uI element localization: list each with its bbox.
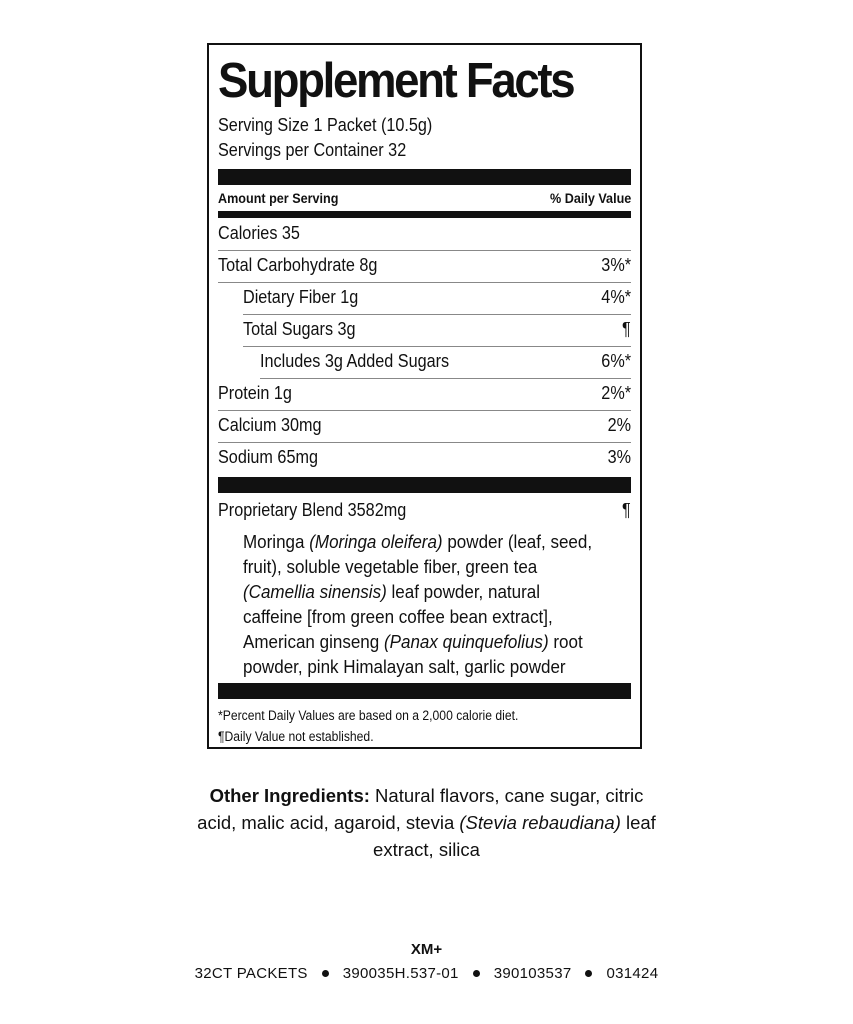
nutrient-name: Total Carbohydrate 8g <box>218 255 378 275</box>
blend-row <box>218 495 631 527</box>
nutrient-row <box>218 442 631 474</box>
date-code: 031424 <box>606 965 659 982</box>
footnote-percent-dv: *Percent Daily Values are based on a 2,000 calorie diet. <box>218 708 519 723</box>
nutrient-dv: 2%* <box>601 383 631 403</box>
nutrient-row <box>218 218 631 251</box>
blend-name: Proprietary Blend 3582mg <box>218 500 407 520</box>
amount-per-serving-header: Amount per Serving <box>218 190 339 206</box>
nutrient-name: Calcium 30mg <box>218 415 322 435</box>
packet-count: 32CT PACKETS <box>194 965 308 982</box>
nutrient-name: Protein 1g <box>218 383 292 403</box>
supplement-facts-panel <box>207 43 642 749</box>
bullet-separator <box>585 970 592 977</box>
nutrient-row <box>218 250 631 283</box>
nutrient-row <box>260 346 631 379</box>
nutrient-dv: 2% <box>607 415 631 435</box>
serving-size: Serving Size 1 Packet (10.5g) <box>218 115 433 135</box>
thick-divider <box>218 477 631 493</box>
other-ingredients-label: Other Ingredients: <box>209 785 370 806</box>
other-ingredients: Other Ingredients: Natural flavors, cane sugar, citric acid, malic acid, agaroid, stevia (Stevia rebaudiana) leaf extract, silica <box>197 785 656 860</box>
nutrient-name: Sodium 65mg <box>218 447 318 467</box>
nutrient-name: Includes 3g Added Sugars <box>260 351 450 371</box>
nutrient-dv: 3%* <box>601 255 631 275</box>
blend-dv: ¶ <box>622 500 631 520</box>
daily-value-header: % Daily Value <box>549 190 631 206</box>
nutrient-row <box>243 314 631 347</box>
blend-ingredients: Moringa (Moringa oleifera) powder (leaf, seed, fruit), soluble vegetable fiber, green tea (Camellia sinensis) leaf powder, natural caffeine [from green coffee bean extract], American ginseng (Panax quinquefolius) root powder, pink Himalayan salt, garlic powder <box>243 531 593 677</box>
medium-divider <box>218 211 631 218</box>
nutrient-name: Calories 35 <box>218 223 300 243</box>
product-code: 390035H.537-01 <box>342 965 459 982</box>
column-header <box>218 190 631 208</box>
brand-name: XM+ <box>410 941 443 958</box>
nutrient-row <box>218 378 631 411</box>
thick-divider <box>218 683 631 699</box>
nutrient-dv: 4%* <box>601 287 631 307</box>
servings-per-container: Servings per Container 32 <box>218 140 407 160</box>
nutrient-dv: 6%* <box>601 351 631 371</box>
nutrient-name: Total Sugars 3g <box>243 319 356 339</box>
footnote-dv-not-established: ¶Daily Value not established. <box>218 729 374 744</box>
bullet-separator <box>473 970 480 977</box>
bullet-separator <box>322 970 329 977</box>
facts-title: Supplement Facts <box>218 54 574 108</box>
nutrient-row <box>218 410 631 443</box>
thick-divider <box>218 169 631 185</box>
nutrient-dv: 3% <box>607 447 631 467</box>
product-code: 390103537 <box>493 965 572 982</box>
nutrient-dv: ¶ <box>622 319 631 339</box>
product-codes <box>0 965 853 982</box>
nutrient-name: Dietary Fiber 1g <box>243 287 359 307</box>
nutrient-row <box>243 282 631 315</box>
